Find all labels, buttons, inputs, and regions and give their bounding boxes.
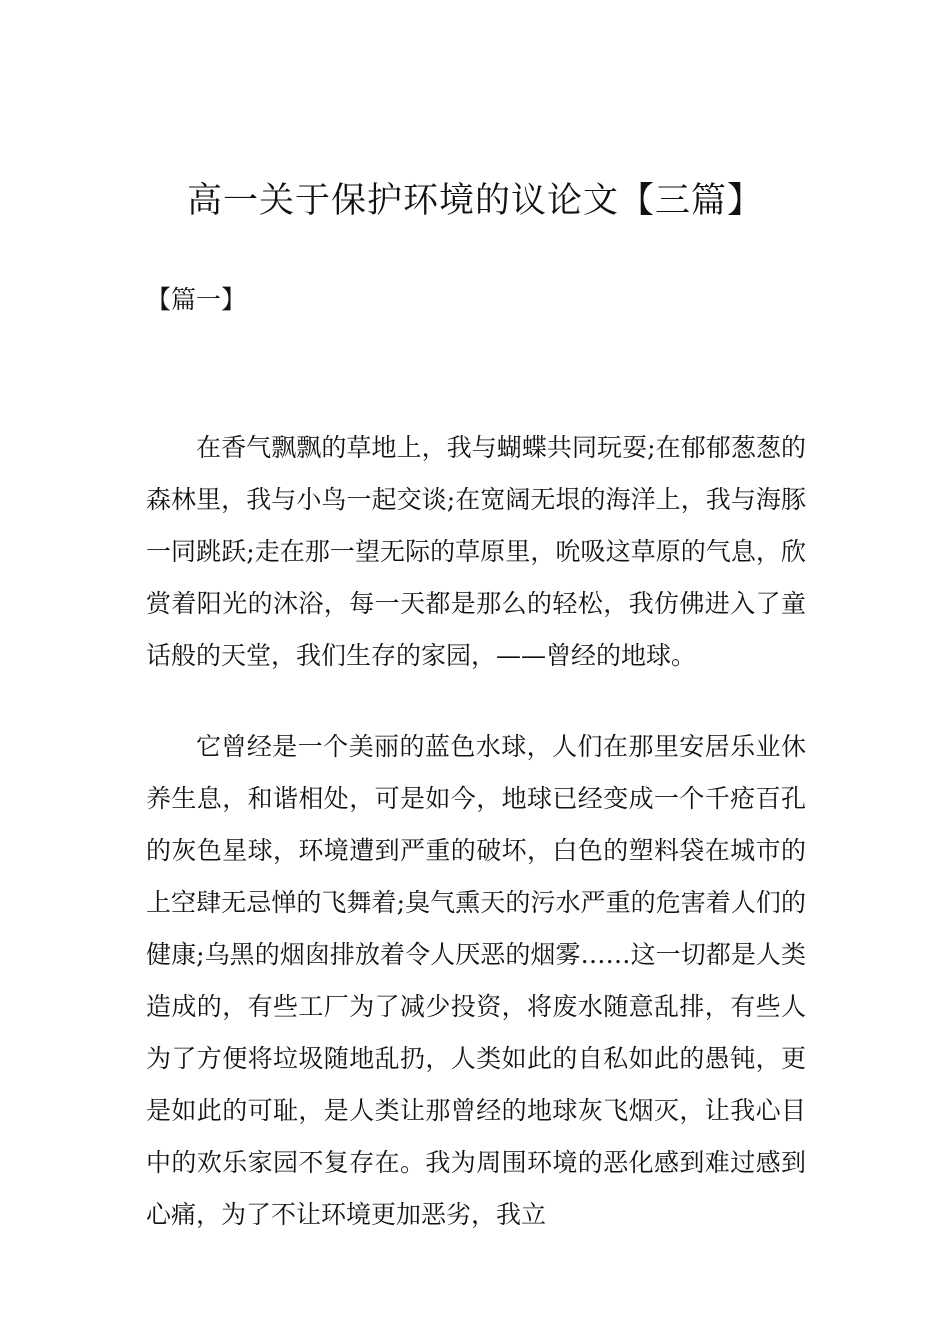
paragraph-1: 在香气飘飘的草地上，我与蝴蝶共同玩耍;在郁郁葱葱的森林里，我与小鸟一起交谈;在宽阔无垠的海洋上，我与海豚一同跳跃;走在那一望无际的草原里，吮吸这草原的气息，欣赏着阳光的沐浴，每一天都是那么的轻松，我仿佛进入了童话般的天堂，我们生存的家园，——曾经的地球。 [146, 433, 806, 670]
paragraph-2: 它曾经是一个美丽的蓝色水球，人们在那里安居乐业休养生息，和谐相处，可是如今，地球已经变成一个千疮百孔的灰色星球，环境遭到严重的破坏，白色的塑料袋在城市的上空肆无忌惮的飞舞着;臭气熏天的污水严重的危害着人们的健康;乌黑的烟囱排放着令人厌恶的烟雾……这一切都是人类造成的，有些工厂为了减少投资，将废水随意乱排，有些人为了方便将垃圾随地乱扔，人类如此的自私如此的愚钝，更是如此的可耻，是人类让那曾经的地球灰飞烟灭，让我心目中的欢乐家园不复存在。我为周围环境的恶化感到难过感到心痛，为了不让环境更加恶劣，我立 [146, 732, 806, 1229]
section-label: 【篇一】 [146, 285, 247, 314]
document-title: 高一关于保护环境的议论文【三篇】 [186, 181, 763, 221]
